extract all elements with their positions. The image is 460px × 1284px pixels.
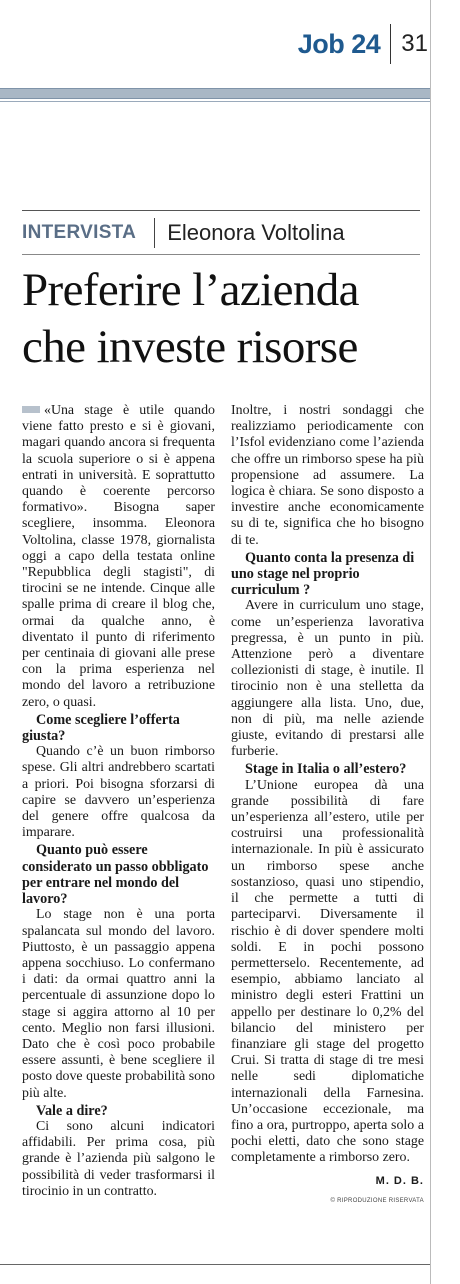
question: Quanto può essere considerato un passo obbligato per entrare nel mondo del lavoro? xyxy=(22,842,209,908)
article-column-2 xyxy=(231,403,424,1253)
kicker xyxy=(22,216,345,250)
top-color-band xyxy=(0,88,430,99)
answer-continued: Inoltre, i nostri sondaggi che realizziamo periodicamente con l’Isfol evidenziano come l’azienda che offre un rimborso spese ha più propensione ad assumere. La logica è chiara. Se sono disposto a investire anche economicamente su di te, significa che ho bisogno di te. xyxy=(231,403,424,548)
article-body xyxy=(22,403,424,1253)
bottom-rule xyxy=(0,1264,430,1265)
page-edge-rule xyxy=(430,0,431,1284)
section-brand: Job 24 xyxy=(297,28,381,59)
kicker-divider xyxy=(154,218,155,248)
question: Stage in Italia o all’estero? xyxy=(245,761,407,778)
question: Vale a dire? xyxy=(36,1102,108,1119)
question: Quanto conta la presenza di uno stage nel proprio curriculum ? xyxy=(231,549,415,599)
answer: Lo stage non è una porta spalancata sul mondo del lavoro. Piuttosto, è un passaggio appena appena socchiuso. Lo confermano i dati: da ormai quattro anni la percentuale di assunzione dopo lo stage si aggira attorno al 10 per cento. Meglio non farsi illusioni. Dato che è così poco probabile essere assunti, è bene scegliere il posto dove queste probabilità sono più alte. xyxy=(22,907,215,1101)
page-header xyxy=(0,22,430,66)
kicker-bottom-rule xyxy=(22,254,420,255)
copyright-notice: © RIPRODUZIONE RISERVATA xyxy=(330,1197,424,1204)
kicker-label: INTERVISTA xyxy=(22,222,137,243)
answer: L’Unione europea dà una grande possibilità di fare un’esperienza all’estero, utile per costruirsi una professionalità internazionale. In più è assicurato un rimborso spese anche sostanzioso, quasi uno stipendio, il che permette a tutti di parteciparvi. Diversamente il rischio è di dover spendere molti soldi. E in pochi possono permetterselo. Recentemente, ad esempio, abbiamo lanciato al ministro degli esteri Frattini un appello per destinare lo 0,2% del bilancio del ministero per finanziare gli stage del progetto Crui. Si tratta di stage di tre mesi nelle sedi diplomatiche internazionali della Farnesina. Un’occasione eccezionale, ma fino a ora, purtroppo, aperta solo a pochi eletti, dato che sono stage completamente a rimborso zero. xyxy=(231,777,424,1166)
answer: Quando c’è un buon rimborso spese. Gli altri andrebbero scartati a priori. Poi bisogna sforzarsi di capire se davvero un’esperienza del genere offre qualcosa da imparare. xyxy=(22,744,215,841)
author-signature: M. D. B. xyxy=(375,1174,424,1187)
answer: Ci sono alcuni indicatori affidabili. Per prima cosa, più grande è l’azienda più salgono le possibilità di veder trasformarsi il tirocinio in un contratto. xyxy=(22,1118,215,1199)
page-number: 31 xyxy=(401,30,428,57)
lead-marker xyxy=(22,406,40,413)
article-column-1 xyxy=(22,403,215,1253)
kicker-top-rule xyxy=(22,210,420,211)
answer: Avere in curriculum uno stage, come un’esperienza lavorativa pregressa, è un punto in più. Attenzione però a diventare collezionisti di stage, è inutile. Il tirocinio non è una stelletta da aggiungere alla lista. Uno, due, non di più, ma nelle aziende giuste, evitando di prestarsi alle furberie. xyxy=(231,598,424,760)
lead-text: «Una stage è utile quando viene fatto presto e si è giovani, magari quando ancora si frequenta la scuola superiore o si è appena entrati in università. E soprattutto quando è coerente percorso formativo». Bisogna saper scegliere, insomma. Eleonora Voltolina, classe 1978, giornalista oggi a capo della testata online "Repubblica degli stagisti", di tirocini se ne intende. Cinque alle spalle prima di creare il blog che, ormai da qualche anno, è diventato il punto di riferimento per centinaia di giovani alle prese con la prima esperienza nel mondo del lavoro a retribuzione zero, o quasi. xyxy=(22,403,215,710)
question: Come scegliere l’offerta giusta? xyxy=(22,711,180,745)
headline: Preferire l’azienda che investe risorse xyxy=(22,264,359,373)
interviewee-name: Eleonora Voltolina xyxy=(167,220,345,245)
top-thin-rule xyxy=(0,101,430,102)
lead-paragraph xyxy=(22,403,215,711)
